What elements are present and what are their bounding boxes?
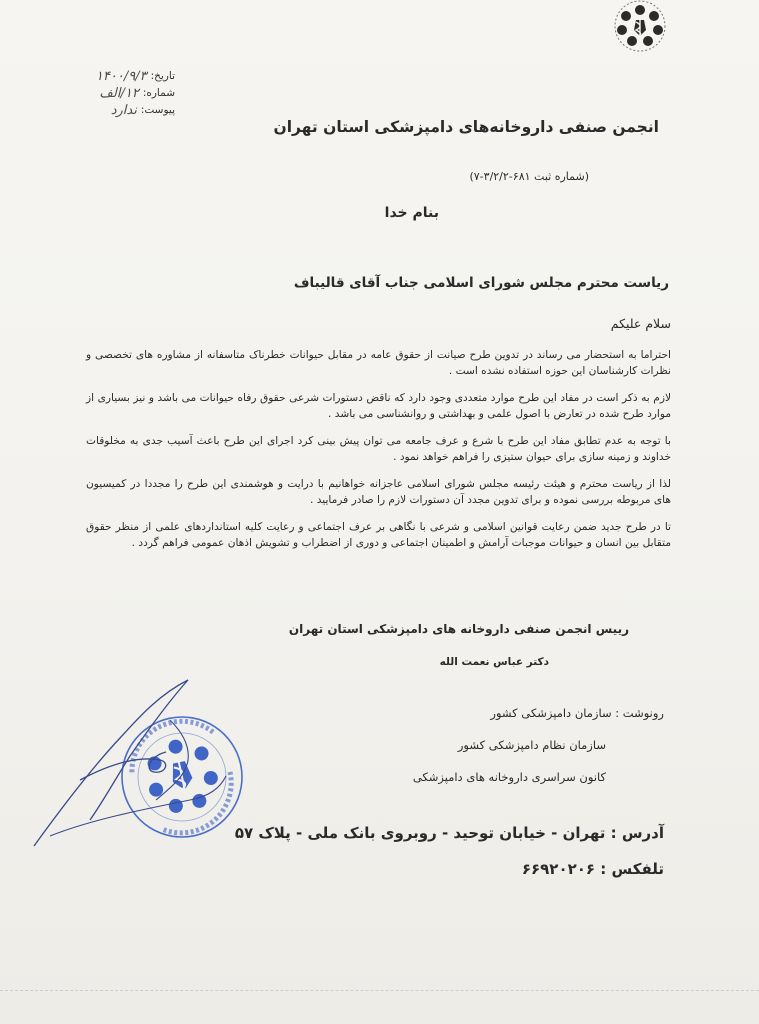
cc-line-3: کانون سراسری داروخانه های دامپزشکی <box>412 770 606 784</box>
paragraph-5: تا در طرح جدید ضمن رعایت قوانین اسلامی و شرعی با نگاهی بر عرف اجتماعی و رعایت کلیه استانداردهای علمی از منظر حقوق متقابل بین انسان و حیوانات موجبات آرامش و اطمینان اجتماعی و دوری از اضطراب و تشویش اذهان عمومی فراهم گردد . <box>86 521 671 549</box>
cc-line-2: سازمان نظام دامپزشکی کشور <box>457 738 606 752</box>
page-fold-line <box>0 990 759 993</box>
cc-list <box>413 697 664 793</box>
paragraph-3: با توجه به عدم تطابق مفاد این طرح با شرع و عرف جامعه می توان پیش بینی کرد اجرای این طرح باعث آسیب جدی به مخلوقات خداوند و زمینه سازی برای حیوان ستیزی را فراهم خواهد نمود . <box>86 435 671 463</box>
address-line: آدرس : تهران - خیابان توحید - روبروی بانک ملی - پلاک ۵۷ <box>234 824 664 842</box>
attachment-label: پیوست: <box>140 104 175 116</box>
date-label: تاریخ: <box>150 70 175 82</box>
greeting: سلام علیکم <box>610 316 671 331</box>
paragraph-4: لذا از ریاست محترم و هیئت رئیسه مجلس شورای اسلامی عاجزانه خواهانیم با درایت و هوشمندی این طرح را مجددا در کمیسیون های مربوطه بررسی نموده و برای تدوین مجدد آن دستورات لازم را صادر فرمایید . <box>86 478 671 506</box>
paragraph-2: لازم به ذکر است در مفاد این طرح موارد متعددی وجود دارد که ناقض دستورات شرعی حقوق رفاه حیوانات می باشد و نیز بسیاری از موارد طرح شده در تعارض با اصول علمی و بهداشتی و روانشناسی می باشد . <box>86 392 671 420</box>
date-row <box>40 68 175 85</box>
letter-meta <box>40 68 175 119</box>
cc-line-1: رونوشت : سازمان دامپزشکی کشور <box>490 706 664 720</box>
handwritten-signature-icon <box>20 660 260 860</box>
attachment-value: ندارد <box>110 103 137 118</box>
telefax-line: تلفکس : ۶۶۹۲۰۲۰۶ <box>521 860 664 878</box>
association-logo-icon <box>600 0 680 56</box>
paragraph-1: احتراما به استحضار می رساند در تدوین طرح صیانت از حقوق عامه در مقابل حیوانات خطرناک متاسفانه از مشاوره های تخصصی و نظرات کارشناسان این حوزه استفاده نشده است . <box>86 349 671 377</box>
number-row <box>40 85 175 102</box>
signatory-title: رییس انجمن صنفی داروخانه های دامپزشکی استان تهران <box>288 622 629 636</box>
organization-title: انجمن صنفی داروخانه‌های دامپزشکی استان تهران <box>273 118 659 136</box>
letter-body <box>86 348 671 563</box>
signatory-name: دکتر عباس نعمت الله <box>439 656 549 668</box>
date-value: ۱۴۰۰/۹/۳ <box>95 69 147 84</box>
contact-footer <box>235 815 664 887</box>
bismillah-heading: بنام خدا <box>384 205 439 221</box>
number-value: ۱۲/الف <box>99 86 139 101</box>
registration-number: (شماره ثبت ۶۸۱-۳/۲/۲-۷) <box>469 170 589 183</box>
attachment-row <box>40 102 175 119</box>
addressee: ریاست محترم مجلس شورای اسلامی جناب آقای قالیباف <box>293 275 669 291</box>
number-label: شماره: <box>142 87 175 99</box>
